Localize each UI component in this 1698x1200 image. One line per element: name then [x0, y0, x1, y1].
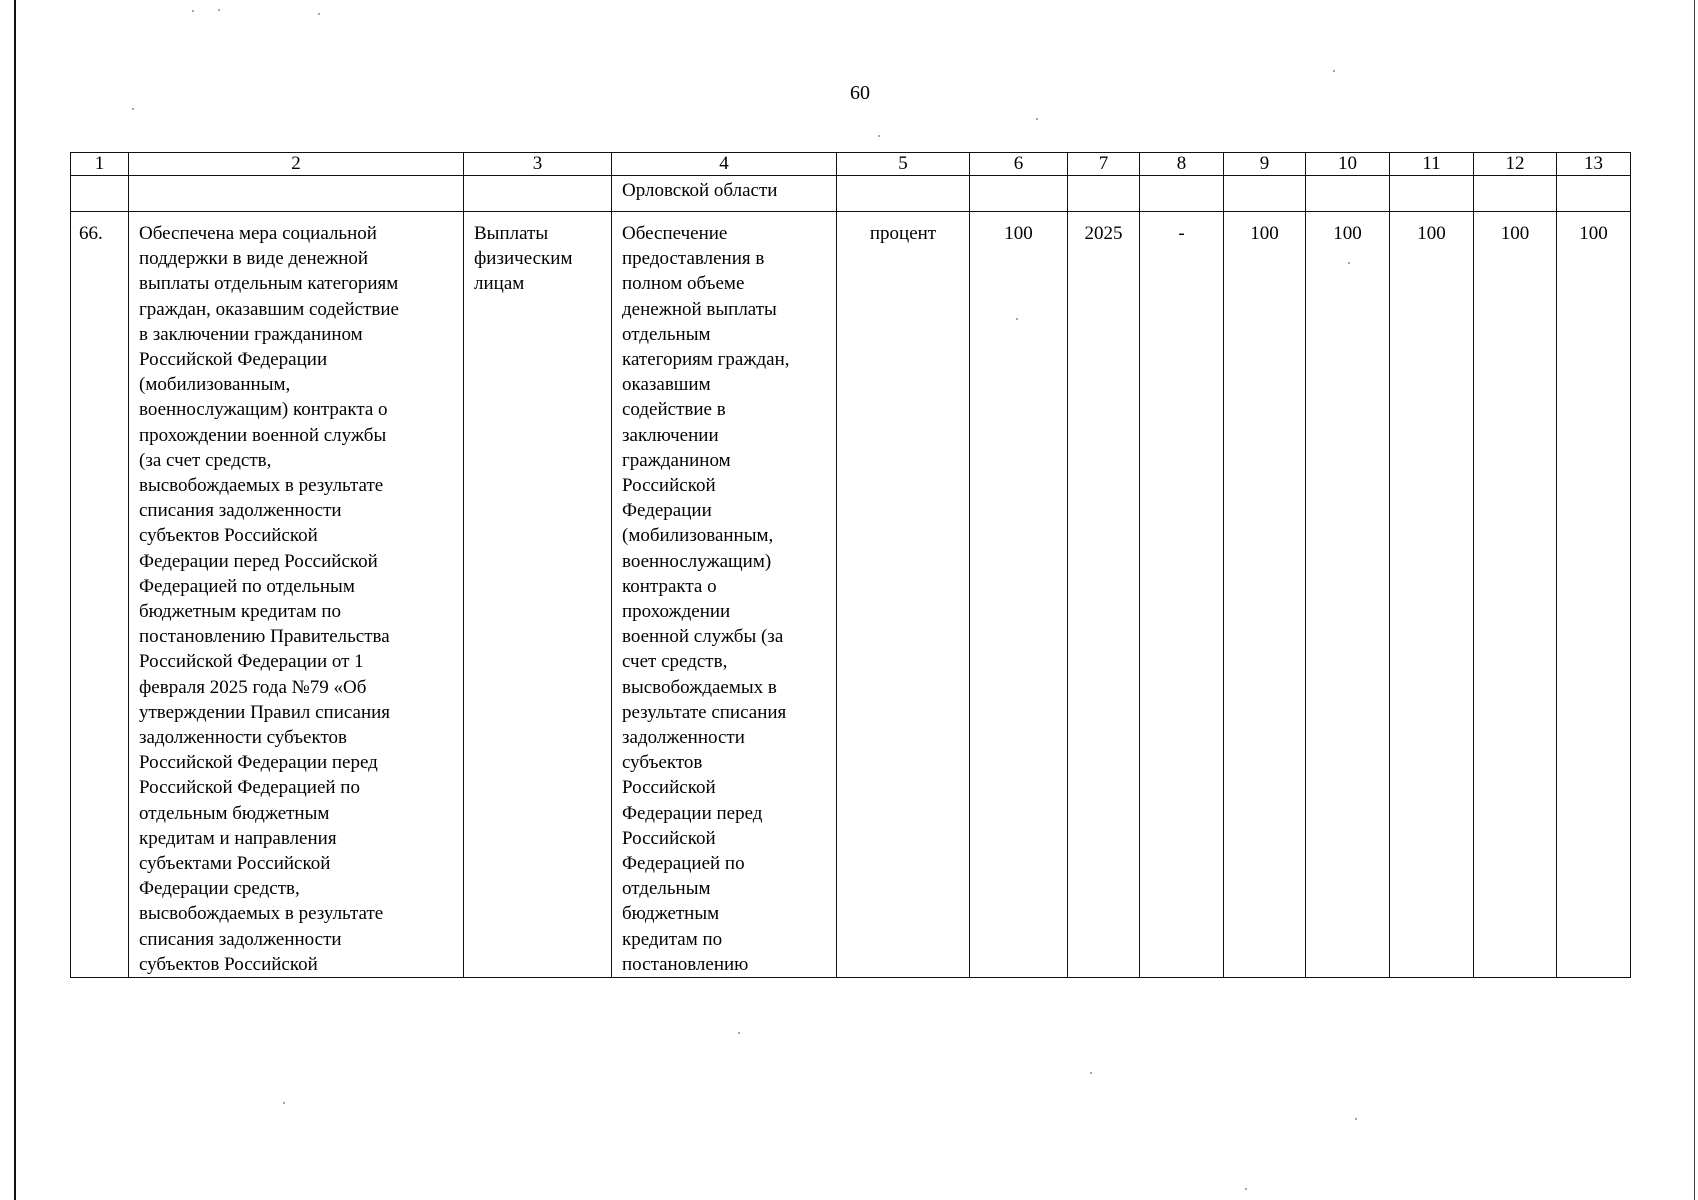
cell-text-line: Выплаты [474, 223, 549, 244]
cell-text-line: постановлению [622, 953, 749, 975]
cell-text-line: отдельным [622, 323, 711, 345]
result-description [129, 212, 464, 978]
cell-text-line: субъектов [622, 752, 703, 774]
cell-text-line: кредитам по [622, 928, 723, 950]
column-number: 12 [1474, 153, 1557, 176]
cell-text-line: полном объеме [622, 273, 745, 295]
cell-text-line: выплаты отдельным категориям [139, 273, 399, 295]
cell-text-line: субъектами Российской [139, 853, 331, 875]
cell-text-line: Российской Федерации от 1 [139, 651, 364, 673]
cell-text-line: списания задолженности [139, 500, 342, 522]
unit-of-measure: процент [837, 212, 970, 978]
table-cell [1306, 176, 1390, 212]
cell-text-line: постановлению Правительства [139, 626, 390, 648]
base-year: 2025 [1068, 212, 1140, 978]
column-number: 7 [1068, 153, 1140, 176]
cell-text-line: поддержки в виде денежной [139, 248, 369, 270]
cell-text-line: Российской Федерации [139, 349, 328, 371]
scan-speck [1245, 1188, 1247, 1190]
cell-text-line: результате списания [622, 701, 787, 723]
cell-text-line: высвобождаемых в [622, 676, 777, 698]
column-number: 9 [1224, 153, 1306, 176]
cell-text-line: задолженности [622, 727, 745, 749]
table-row [71, 212, 1631, 978]
column-number: 2 [129, 153, 464, 176]
cell-text-line: Федерации перед Российской [139, 550, 378, 572]
cell-text-line: февраля 2025 года №79 «Об [139, 676, 367, 698]
cell-text-line: утверждении Правил списания [139, 701, 391, 723]
column-number: 3 [464, 153, 612, 176]
column-number: 13 [1557, 153, 1631, 176]
value-col-11: 100 [1390, 212, 1474, 978]
scan-speck [318, 13, 320, 15]
table-cell [1068, 176, 1140, 212]
cell-text-line: гражданином [622, 449, 731, 471]
value-col-8: - [1140, 212, 1224, 978]
cell-text-line: кредитам и направления [139, 827, 337, 849]
cell-text-line: денежной выплаты [622, 298, 777, 320]
column-number: 8 [1140, 153, 1224, 176]
scan-speck [1333, 70, 1335, 72]
cell-text-line: счет средств, [622, 651, 728, 673]
cell-text-line: военной службы (за [622, 626, 784, 648]
value-col-12: 100 [1474, 212, 1557, 978]
column-number: 5 [837, 153, 970, 176]
table-cell [1474, 176, 1557, 212]
cell-text-line: в заключении гражданином [139, 323, 363, 345]
cell-text-line: оказавшим [622, 374, 711, 396]
cell-text-line: граждан, оказавшим содействие [139, 298, 399, 320]
cell-text-line: высвобождаемых в результате [139, 903, 384, 925]
table-cell [1390, 176, 1474, 212]
column-number: 1 [71, 153, 129, 176]
table-cell [1557, 176, 1631, 212]
cell-text-line: отдельным [622, 878, 711, 900]
column-number-row [71, 153, 1631, 176]
column-number: 11 [1390, 153, 1474, 176]
cell-text-line: Федерации перед [622, 802, 763, 824]
cell-text-line: предоставления в [622, 248, 765, 270]
cell-text-line: военнослужащим) [622, 550, 772, 572]
cell-text-line: Обеспечение [622, 223, 728, 244]
table-cell [970, 176, 1068, 212]
cell-text-line: бюджетным [622, 903, 720, 925]
value-col-13: 100 [1557, 212, 1631, 978]
scan-speck [1355, 1118, 1357, 1120]
cell-text-line: (за счет средств, [139, 449, 272, 471]
cell-text-line: отдельным бюджетным [139, 802, 330, 824]
table-cell [837, 176, 970, 212]
value-col-9: 100 [1224, 212, 1306, 978]
result-type [464, 212, 612, 978]
cell-text-line: субъектов Российской [139, 525, 318, 547]
scan-speck [132, 108, 134, 110]
page-number: 60 [850, 82, 870, 104]
cell-text-line: Федерации [622, 500, 712, 522]
cell-text-line: (мобилизованным, [622, 525, 774, 547]
table-cell [1140, 176, 1224, 212]
cell-text-line: Российской [622, 827, 716, 849]
cell-text-line: Российской Федерации перед [139, 752, 378, 774]
column-number: 10 [1306, 153, 1390, 176]
scan-speck [192, 10, 194, 12]
value-col-10: 100 [1306, 212, 1390, 978]
cell-text-line: военнослужащим) контракта о [139, 399, 388, 421]
continuation-row [71, 176, 1631, 212]
cell-text-line: Федерацией по [622, 853, 745, 875]
cell-text-line: лицам [474, 273, 525, 295]
scan-speck [1090, 1072, 1092, 1074]
result-characteristic [612, 212, 837, 978]
continuation-text: Орловской области [612, 176, 837, 212]
table-cell [71, 176, 129, 212]
scan-speck [283, 1102, 285, 1104]
cell-text-line: Российской Федерацией по [139, 777, 360, 799]
table-cell [129, 176, 464, 212]
cell-text-line: заключении [622, 424, 719, 446]
row-number: 66. [71, 212, 129, 978]
cell-text-line: высвобождаемых в результате [139, 475, 384, 497]
cell-text-line: прохождении военной службы [139, 424, 387, 446]
base-value: 100 [970, 212, 1068, 978]
column-number: 4 [612, 153, 837, 176]
cell-text-line: содействие в [622, 399, 726, 421]
scan-speck [1036, 118, 1038, 120]
table-cell [464, 176, 612, 212]
scan-speck [878, 135, 880, 137]
cell-text-line: бюджетным кредитам по [139, 601, 342, 623]
cell-text-line: Российской [622, 475, 716, 497]
cell-text-line: задолженности субъектов [139, 727, 347, 749]
cell-text-line: (мобилизованным, [139, 374, 291, 396]
cell-text-line: субъектов Российской [139, 953, 318, 975]
cell-text-line: Федерации средств, [139, 878, 300, 900]
column-number: 6 [970, 153, 1068, 176]
table-cell [1224, 176, 1306, 212]
scan-speck [738, 1032, 740, 1034]
cell-text-line: прохождении [622, 601, 731, 623]
cell-text-line: списания задолженности [139, 928, 342, 950]
cell-text-line: физическим [474, 248, 573, 270]
scan-speck [218, 9, 220, 11]
cell-text-line: Обеспечена мера социальной [139, 223, 377, 244]
cell-text-line: Федерацией по отдельным [139, 575, 355, 597]
cell-text-line: категориям граждан, [622, 349, 790, 371]
indicator-table [70, 152, 1631, 978]
page-edge-left [14, 0, 16, 1200]
cell-text-line: контракта о [622, 575, 717, 597]
page-edge-right [1694, 0, 1695, 1200]
cell-text-line: Российской [622, 777, 716, 799]
